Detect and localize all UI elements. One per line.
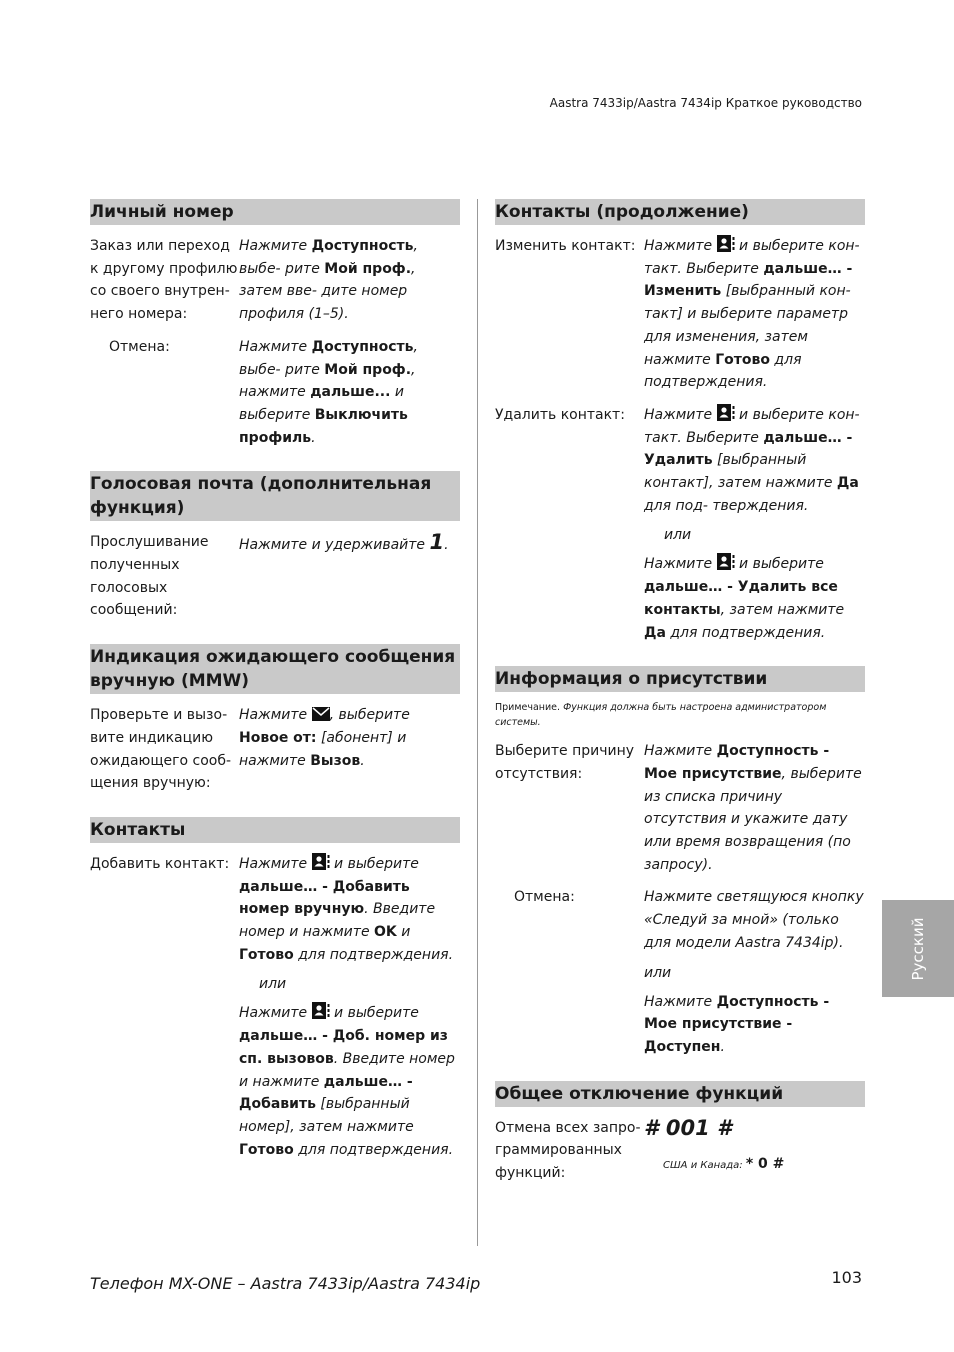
section-title: Информация о присутствии xyxy=(495,666,865,692)
section-title: Контакты xyxy=(90,817,460,843)
table-row xyxy=(495,404,865,518)
column-divider xyxy=(477,199,478,1246)
row-label: Отмена всех запро- граммированных функций: xyxy=(495,1119,641,1182)
note: Примечание. Функция должна быть настроена администратором системы. xyxy=(495,702,827,729)
table-row xyxy=(90,531,460,622)
page-number: 103 xyxy=(831,1268,862,1287)
table-row xyxy=(90,853,460,967)
section-contacts-continued xyxy=(495,199,865,644)
row-instruction: Нажмите и выберите дальше… - Доб. номер из сп. вызовов. Введите номер и нажмите дальше… - Добавить [выбранный номер], затем нажмите Готово для подтверждения. xyxy=(239,1002,460,1161)
key-1: 1 xyxy=(429,530,445,555)
or-text: или xyxy=(644,964,672,981)
row-label: Заказ или переход к другому профилю со своего внутрен- него номера: xyxy=(90,238,238,323)
section-title: Голосовая почта (дополнительная функция) xyxy=(90,471,460,521)
row-instruction xyxy=(644,1117,865,1185)
contacts-book-icon xyxy=(717,553,735,570)
table-row xyxy=(495,886,865,954)
row-label: Отмена: xyxy=(109,338,170,355)
section-general-deactivation xyxy=(495,1081,865,1185)
table-row xyxy=(495,235,865,394)
usa-canada-code: США и Канада: * 0 # xyxy=(663,1156,785,1173)
section-title: Личный номер xyxy=(90,199,460,225)
row-instruction: Нажмите и удерживайте 1. xyxy=(239,530,449,555)
running-header: Aastra 7433ip/Aastra 7434ip Краткое руководство xyxy=(549,96,862,110)
row-instruction: Нажмите и выберите дальше… - Удалить все контакты, затем нажмите Да для подтверждения. xyxy=(644,553,865,644)
row-label: Выберите причину отсутствия: xyxy=(495,743,635,782)
row-label: Проверьте и вызо- вите индикацию ожидающего сооб- щения вручную: xyxy=(90,707,232,792)
language-tab: Русский xyxy=(882,900,954,997)
row-instruction: Нажмите Доступность - Мое присутствие - Доступен. xyxy=(644,993,830,1055)
table-row xyxy=(495,740,865,876)
section-title: Контакты (продолжение) xyxy=(495,199,865,225)
row-label xyxy=(495,991,644,1059)
row-instruction: Нажмите , выберите Новое от: [абонент] и нажмите Вызов. xyxy=(239,707,410,769)
row-label: Добавить контакт: xyxy=(90,855,230,872)
row-instruction: Нажмите светящуюся кнопку «Следуй за мной» (только для модели Aastra 7434ip). xyxy=(644,889,864,951)
section-mmw xyxy=(90,644,460,795)
row-instruction: Нажмите и выберите кон- такт. Выберите дальше… - Изменить [выбранный кон- такт] и выберите параметр для изменения, затем нажмите Готово для подтверждения. xyxy=(644,235,865,394)
table-row xyxy=(90,235,460,326)
table-row xyxy=(495,1117,865,1185)
contacts-book-icon xyxy=(717,235,735,252)
section-presence xyxy=(495,666,865,1058)
or-text: или xyxy=(664,527,692,544)
envelope-icon xyxy=(312,707,330,721)
right-column xyxy=(495,199,865,1185)
row-label: Прослушивание полученных голосовых сообщений: xyxy=(90,534,209,619)
row-label xyxy=(90,1002,239,1161)
section-title: Общее отключение функций xyxy=(495,1081,865,1107)
section-personal-number xyxy=(90,199,460,449)
contacts-book-icon xyxy=(312,853,330,870)
table-row xyxy=(90,336,460,450)
row-label: Изменить контакт: xyxy=(495,238,636,254)
section-title: Индикация ожидающего сообщения вручную (MMW) xyxy=(90,644,460,694)
row-instruction: Нажмите Доступность - Мое присутствие, выберите из списка причину отсутствия и укажите дату или время возвращения (по запросу). xyxy=(644,743,862,873)
table-row xyxy=(90,1002,460,1161)
contacts-book-icon xyxy=(717,404,735,421)
section-contacts xyxy=(90,817,460,1161)
table-row xyxy=(495,553,865,644)
table-row xyxy=(495,991,865,1059)
row-instruction: Нажмите и выберите кон- такт. Выберите дальше… - Удалить [выбранный контакт], затем нажмите Да для под- тверждения. xyxy=(644,404,865,518)
row-label: Отмена: xyxy=(514,889,575,906)
section-voicemail xyxy=(90,471,460,622)
contacts-book-icon xyxy=(312,1002,330,1019)
row-instruction: Нажмите Доступность, выбе- рите Мой проф., затем вве- дите номер профиля (1–5). xyxy=(239,238,418,323)
row-instruction: Нажмите и выберите дальше… - Добавить номер вручную. Введите номер и нажмите OK и Готово для подтверждения. xyxy=(239,853,460,967)
row-label: Удалить контакт: xyxy=(495,406,625,423)
footer-title: Телефон MX-ONE – Aastra 7433ip/Aastra 7434ip xyxy=(90,1274,481,1293)
left-column xyxy=(90,199,460,1161)
table-row xyxy=(90,704,460,795)
row-instruction: Нажмите Доступность, выбе- рите Мой проф., нажмите дальше... и выберите Выключить профиль. xyxy=(239,338,418,446)
deactivation-code: # 001 # xyxy=(644,1115,732,1140)
or-text: или xyxy=(259,976,287,993)
row-label xyxy=(495,553,644,644)
